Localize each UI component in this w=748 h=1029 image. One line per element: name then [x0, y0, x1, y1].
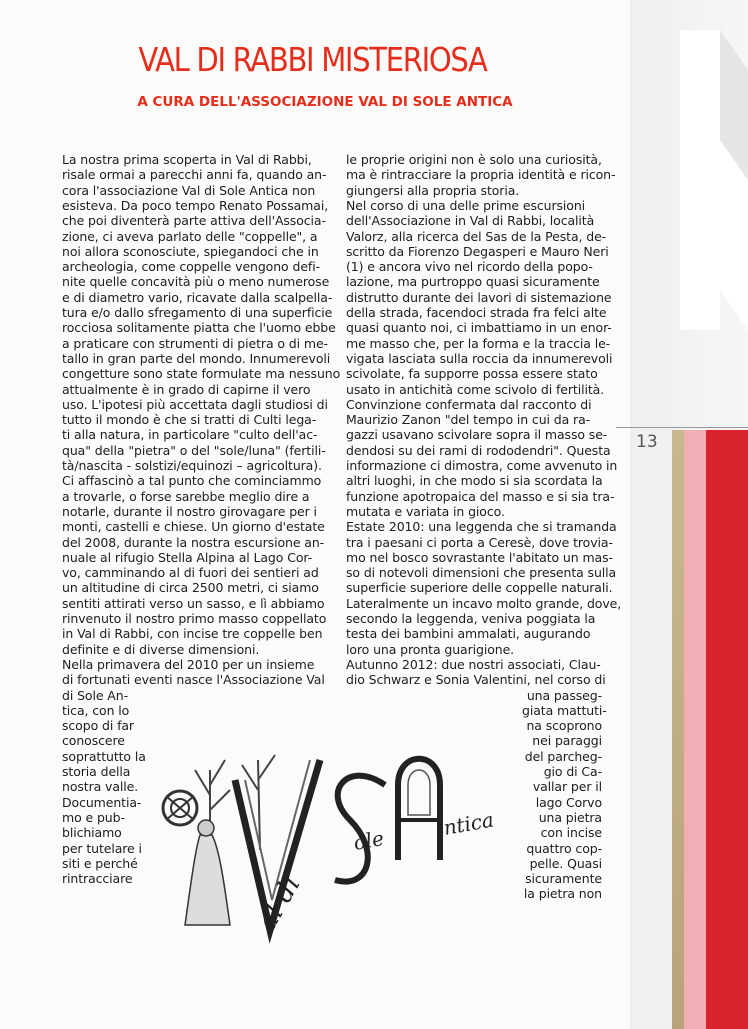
text-line: notarle, durante il nostro girovagare per i	[62, 503, 317, 519]
text-line: tà/nascita - solstizi/equinozi – agricoltura).	[62, 458, 322, 473]
text-line: giungersi alla propria storia.	[346, 182, 520, 198]
text-line: archeologia, come coppelle vengono defi-	[62, 259, 320, 275]
text-line: vigata lasciata sulla roccia da innumerevoli	[346, 350, 613, 366]
text-line: usato in antichità come scivolo di fertilità.	[346, 381, 605, 397]
text-line: che poi diventerà parte attiva dell'Associa-	[62, 213, 326, 229]
text-line: monti, castelli e chiese. Un giorno d'estate	[62, 519, 325, 535]
text-line: pelle. Quasi	[529, 855, 602, 871]
association-logo	[150, 740, 520, 950]
text-line: nostra valle.	[62, 779, 139, 795]
text-line: Nella primavera del 2010 per un insieme	[62, 656, 315, 672]
text-line: qua" della "pietra" o del "sole/luna" (fertili-	[62, 442, 326, 458]
text-line: la pietra non	[523, 886, 602, 902]
text-line: per tutelare i	[62, 840, 142, 856]
text-line: soprattutto la	[62, 748, 146, 764]
text-line: le proprie origini non è solo una curiosità,	[346, 152, 602, 167]
text-line: rocciosa solitamente piatta che l'uomo ebbe	[62, 320, 336, 336]
text-line: secondo la leggenda, veniva poggiata la	[346, 611, 596, 626]
text-line: scritto da Fiorenzo Degasperi e Mauro Neri	[346, 243, 609, 259]
accent-stripe-pink	[684, 430, 706, 1029]
text-line: Autunno 2012: due nostri associati, Clau-	[346, 656, 601, 672]
text-line: Estate 2010: una leggenda che si tramanda	[346, 519, 617, 535]
text-line: di Sole An-	[62, 687, 128, 703]
text-line: noi allora sconosciute, spiegandoci che in	[62, 243, 319, 259]
text-line: definite e di diverse dimensioni.	[62, 641, 260, 657]
text-line: Lateralmente un incavo molto grande, dove,	[346, 595, 622, 611]
side-tab-letter-graphic	[680, 30, 748, 330]
text-line: Valorz, alla ricerca del Sas de la Pesta, de-	[346, 228, 607, 244]
text-line: quasi quanto noi, ci imbattiamo in un enor-	[346, 320, 612, 336]
svg-text:al di: al di	[252, 871, 307, 936]
text-line: Ci affascinò a tal punto che cominciammo	[62, 473, 322, 489]
text-line: una passeg-	[526, 687, 602, 703]
text-line: storia della	[62, 764, 131, 779]
text-line: funzione apotropaica del masso e si sia tra-	[346, 488, 615, 504]
text-line: dell'Associazione in Val di Rabbi, località	[346, 213, 595, 229]
text-line: tallo in gran parte del mondo. Innumerevoli	[62, 350, 331, 366]
svg-text:ntica: ntica	[441, 807, 496, 840]
text-line: quattro cop-	[526, 840, 602, 856]
text-line: in Val di Rabbi, con incise tre coppelle ben	[62, 626, 323, 642]
text-line: rintracciare	[62, 871, 133, 887]
text-line: na scoprono	[526, 718, 602, 734]
page-number-rule	[616, 427, 748, 428]
text-line: dio Schwarz e Sonia Valentini, nel corso di	[346, 672, 606, 688]
accent-stripe-red	[706, 430, 748, 1029]
text-line: so di notevoli dimensioni che presenta sulla	[346, 565, 617, 581]
text-line: superficie superiore delle coppelle naturali.	[346, 580, 613, 596]
text-line: altri luoghi, in che modo si sia scordata la	[346, 473, 603, 489]
text-line: Nel corso di una delle prime escursioni	[346, 197, 586, 213]
text-line: un altitudine di circa 2500 metri, ci siamo	[62, 580, 319, 596]
text-line: sentiti attirati verso un sasso, e lì abbiamo	[62, 595, 325, 611]
text-line: nuale al rifugio Stella Alpina al Lago Cor-	[62, 549, 313, 565]
accent-stripe-olive	[672, 430, 684, 1029]
text-line: ti alla natura, in particolare "culto dell'ac-	[62, 427, 318, 443]
text-line: congetture sono state formulate ma nessuno	[62, 366, 341, 382]
text-line: nite quelle concavità più o meno numerose	[62, 274, 330, 290]
text-line: informazione ci dimostra, come avvenuto in	[346, 458, 618, 473]
article-title: VAL DI RABBI MISTERIOSA	[138, 40, 487, 79]
text-line: lago Corvo	[535, 794, 602, 810]
text-line: tra i paesani ci porta a Ceresè, dove trovia-	[346, 534, 613, 550]
text-line: mo e pub-	[62, 809, 125, 825]
text-line: Documentia-	[62, 794, 142, 810]
text-line: scivolate, fa supporre possa essere stato	[346, 366, 598, 382]
text-line: La nostra prima scoperta in Val di Rabbi,	[62, 152, 312, 167]
text-line: attualmente è in grado di capirne il vero	[62, 381, 311, 397]
text-line: e di diametro vario, ricavate dalla scalpella-	[62, 289, 333, 305]
text-line: nei paraggi	[532, 733, 602, 749]
text-line: giata mattuti-	[522, 702, 607, 718]
text-line: della strada, facendoci strada fra felci alte	[346, 305, 607, 320]
article-subtitle: A CURA DELL'ASSOCIAZIONE VAL DI SOLE ANTICA	[137, 94, 513, 110]
text-line: Convinzione confermata dal racconto di	[346, 396, 592, 412]
text-line: scopo di far	[62, 718, 134, 734]
text-line: ma è rintracciare la propria identità e ricon-	[346, 167, 616, 183]
text-line: dendosi su dei rami di rododendri". Questa	[346, 442, 611, 458]
text-line: siti e perché	[62, 855, 138, 871]
text-line: di fortunati eventi nasce l'Associazione Val	[62, 672, 325, 688]
text-line: del 2008, durante la nostra escursione an-	[62, 534, 325, 550]
text-line: loro una pronta guarigione.	[346, 641, 515, 657]
text-line: (1) e ancora vivo nel ricordo della popo-	[346, 259, 593, 275]
text-line: risale ormai a parecchi anni fa, quando an-	[62, 167, 327, 183]
text-line: rinvenuto il nostro primo masso coppellato	[62, 611, 327, 626]
text-line: conoscere	[62, 733, 125, 749]
text-line: cora l'associazione Val di Sole Antica non	[62, 182, 316, 198]
text-line: del parcheg-	[524, 748, 602, 764]
text-line: con incise	[540, 825, 602, 841]
text-line: testa dei bambini ammalati, augurando	[346, 626, 591, 642]
text-line: lazione, ma purtroppo quasi sicuramente	[346, 274, 600, 290]
text-line: Maurizio Zanon "del tempo in cui da ra-	[346, 412, 591, 428]
text-line: a praticare con strumenti di pietra o di me-	[62, 335, 328, 351]
text-line: tica, con lo	[62, 702, 130, 718]
text-line: mutata e variata in gioco.	[346, 503, 505, 519]
text-line: esisteva. Da poco tempo Renato Possamai,	[62, 197, 329, 213]
text-line: tura e/o dallo sfregamento di una superficie	[62, 305, 333, 320]
text-line: zione, ci aveva parlato delle "coppelle", a	[62, 228, 318, 244]
svg-text:ole: ole	[351, 826, 386, 855]
text-line: vallar per il	[532, 779, 602, 795]
text-line: a trovarle, o forse sarebbe meglio dire a	[62, 488, 310, 504]
text-line: gazzi usavano scivolare sopra il masso se-	[346, 427, 608, 443]
text-line: gio di Ca-	[543, 764, 602, 779]
text-line: sicuramente	[525, 871, 602, 887]
text-line: vo, camminando al di fuori dei sentieri ad	[62, 565, 319, 581]
text-line: una pietra	[538, 809, 602, 825]
page-number: 13	[636, 432, 658, 452]
text-line: tutto il mondo è che si tratti di Culti lega-	[62, 412, 317, 428]
text-line: mo nel bosco sovrastante l'abitato un mas-	[346, 549, 613, 565]
text-line: distrutto durante dei lavori di sistemazione	[346, 289, 612, 305]
text-line: uso. L'ipotesi più accettata dagli studiosi di	[62, 396, 328, 412]
text-line: me masso che, per la forma e la traccia le-	[346, 335, 611, 351]
text-line: blichiamo	[62, 825, 122, 841]
